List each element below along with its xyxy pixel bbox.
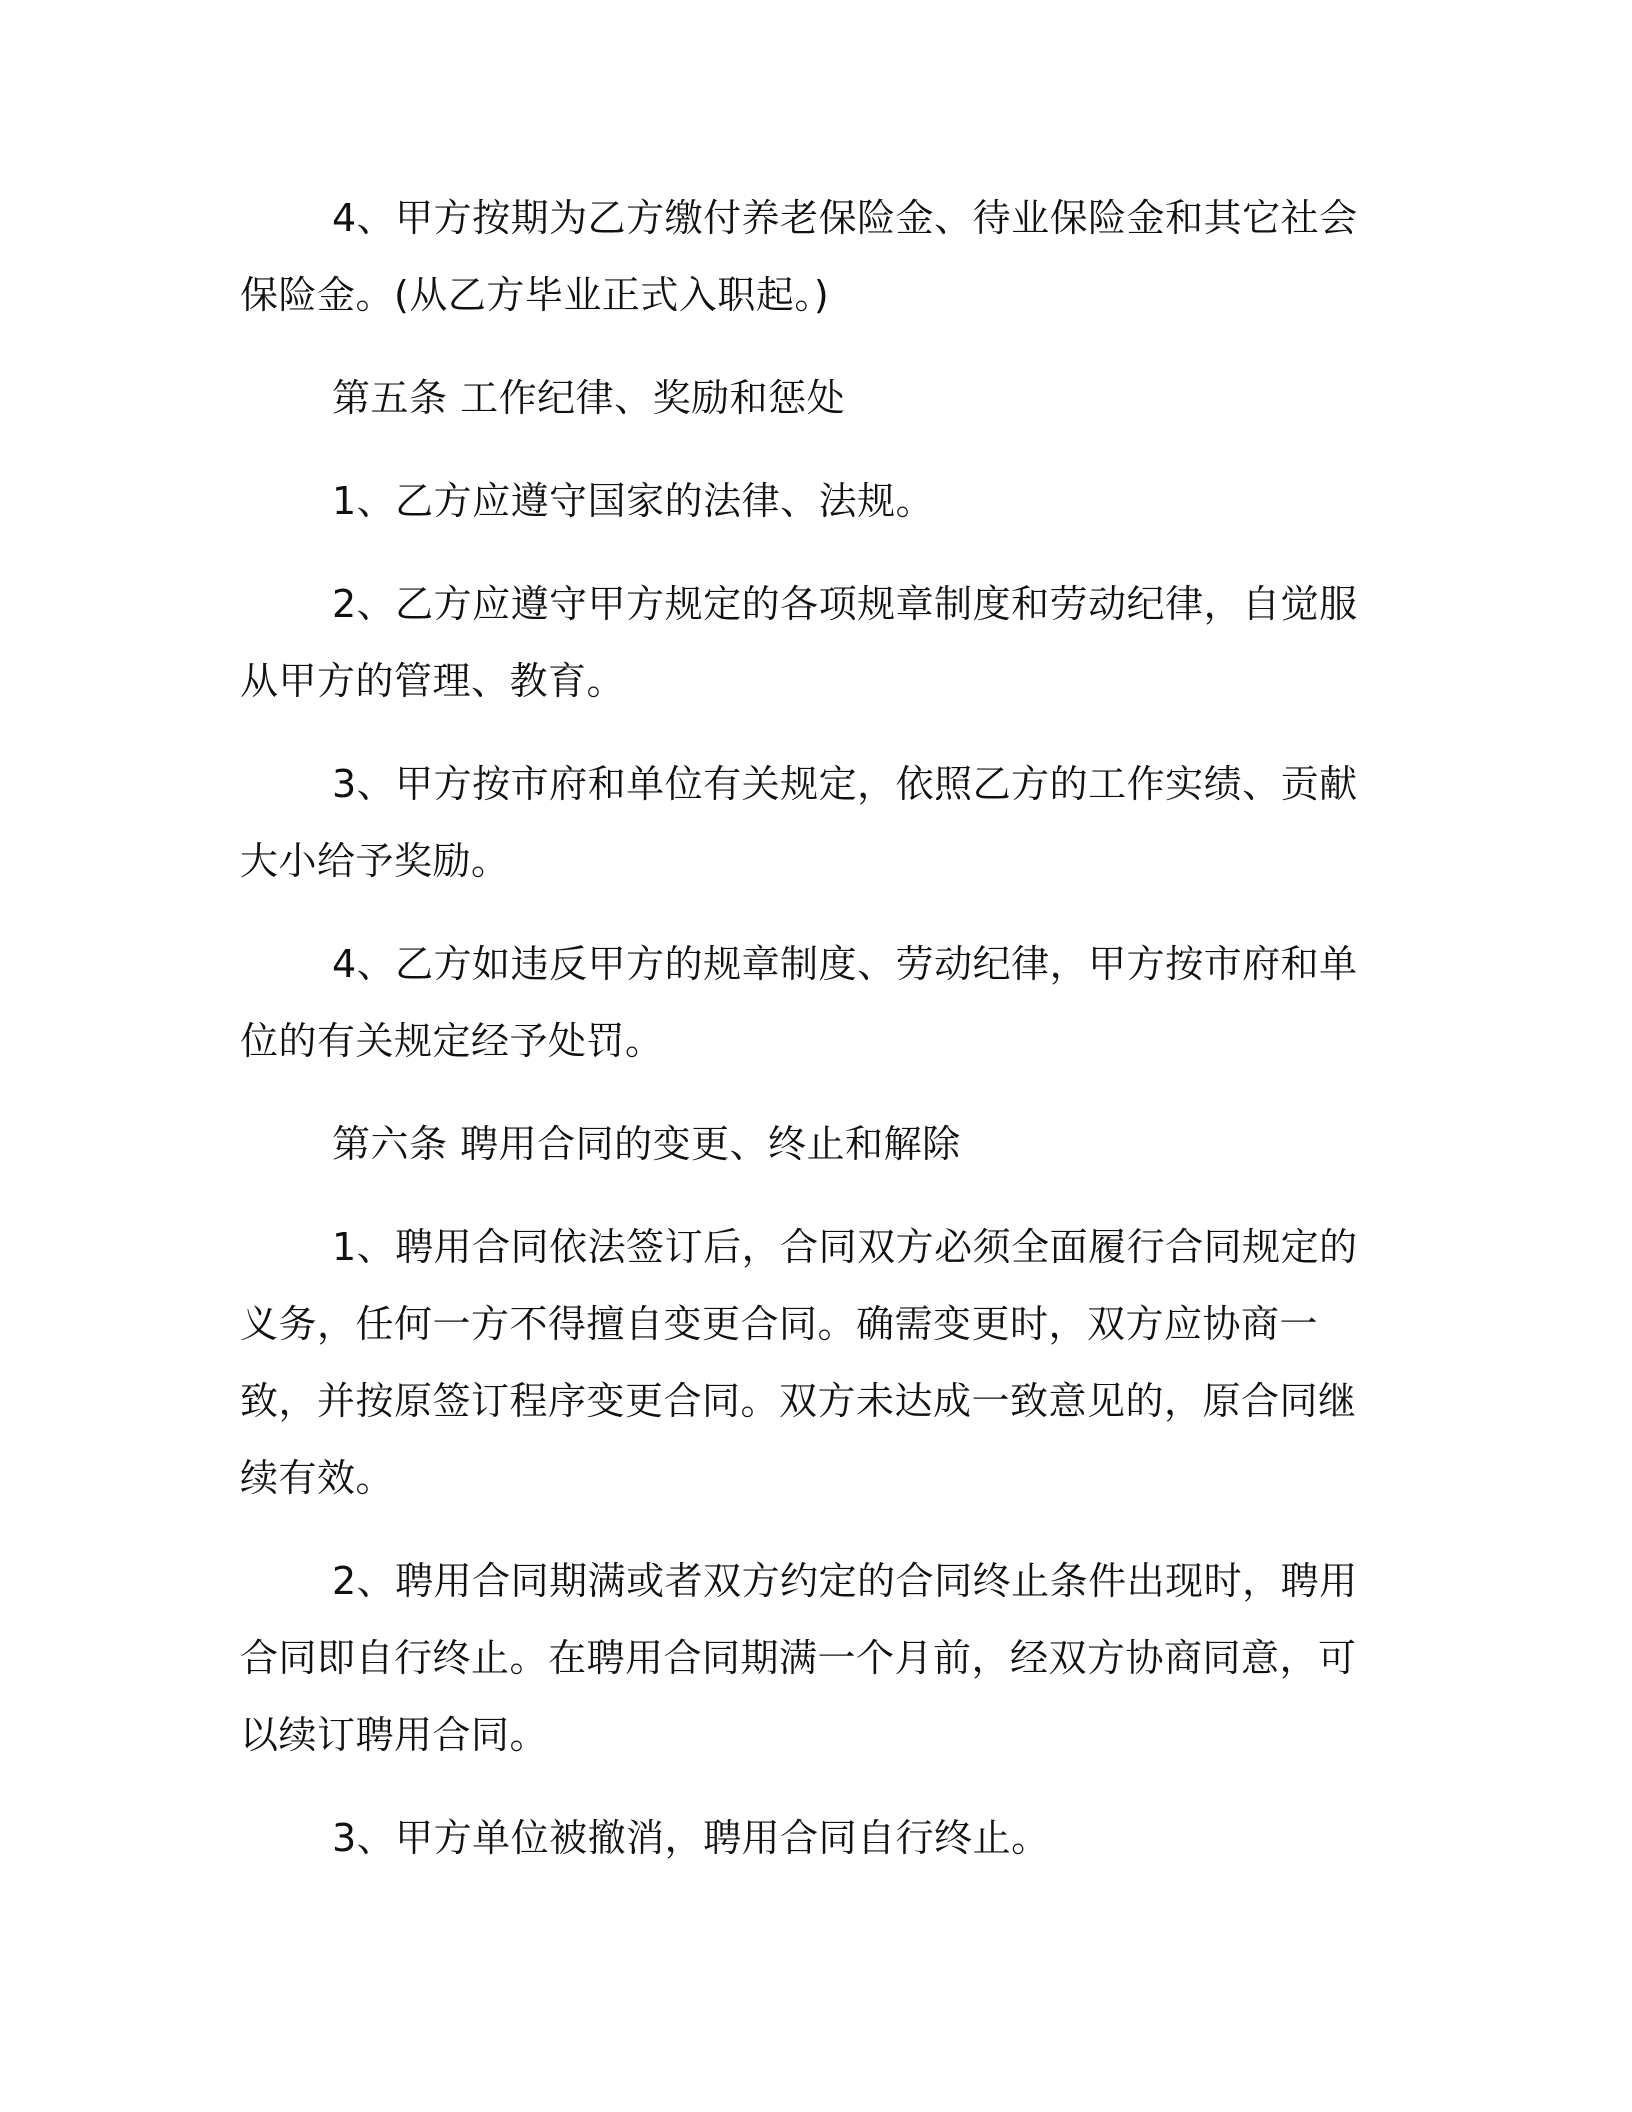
article-5-item-3: 3、甲方按市府和单位有关规定，依照乙方的工作实绩、贡献大小给予奖励。 [240,762,1358,883]
article-5-item-4: 4、乙方如违反甲方的规章制度、劳动纪律，甲方按市府和单位的有关规定经予处罚。 [240,942,1358,1063]
article-6-item-3: 3、甲方单位被撤消，聘用合同自行终止。 [332,1816,1050,1860]
clause-4-social-insurance: 4、甲方按期为乙方缴付养老保险金、待业保险金和其它社会保险金。(从乙方毕业正式入职起。) [240,196,1358,317]
article-6-item-2: 2、聘用合同期满或者双方约定的合同终止条件出现时，聘用合同即自行终止。在聘用合同期满一个月前，经双方协商同意，可以续订聘用合同。 [240,1559,1358,1757]
article-6-heading: 第六条 聘用合同的变更、终止和解除 [332,1122,961,1166]
article-6-item-1: 1、聘用合同依法签订后，合同双方必须全面履行合同规定的义务，任何一方不得擅自变更合同。确需变更时，双方应协商一致，并按原签订程序变更合同。双方未达成一致意见的，原合同继续有效。 [240,1225,1358,1500]
article-5-item-1: 1、乙方应遵守国家的法律、法规。 [332,479,935,523]
document-body [240,180,1360,1903]
article-5-heading: 第五条 工作纪律、奖励和惩处 [332,376,846,420]
article-5-item-2: 2、乙方应遵守甲方规定的各项规章制度和劳动纪律，自觉服从甲方的管理、教育。 [240,582,1358,703]
